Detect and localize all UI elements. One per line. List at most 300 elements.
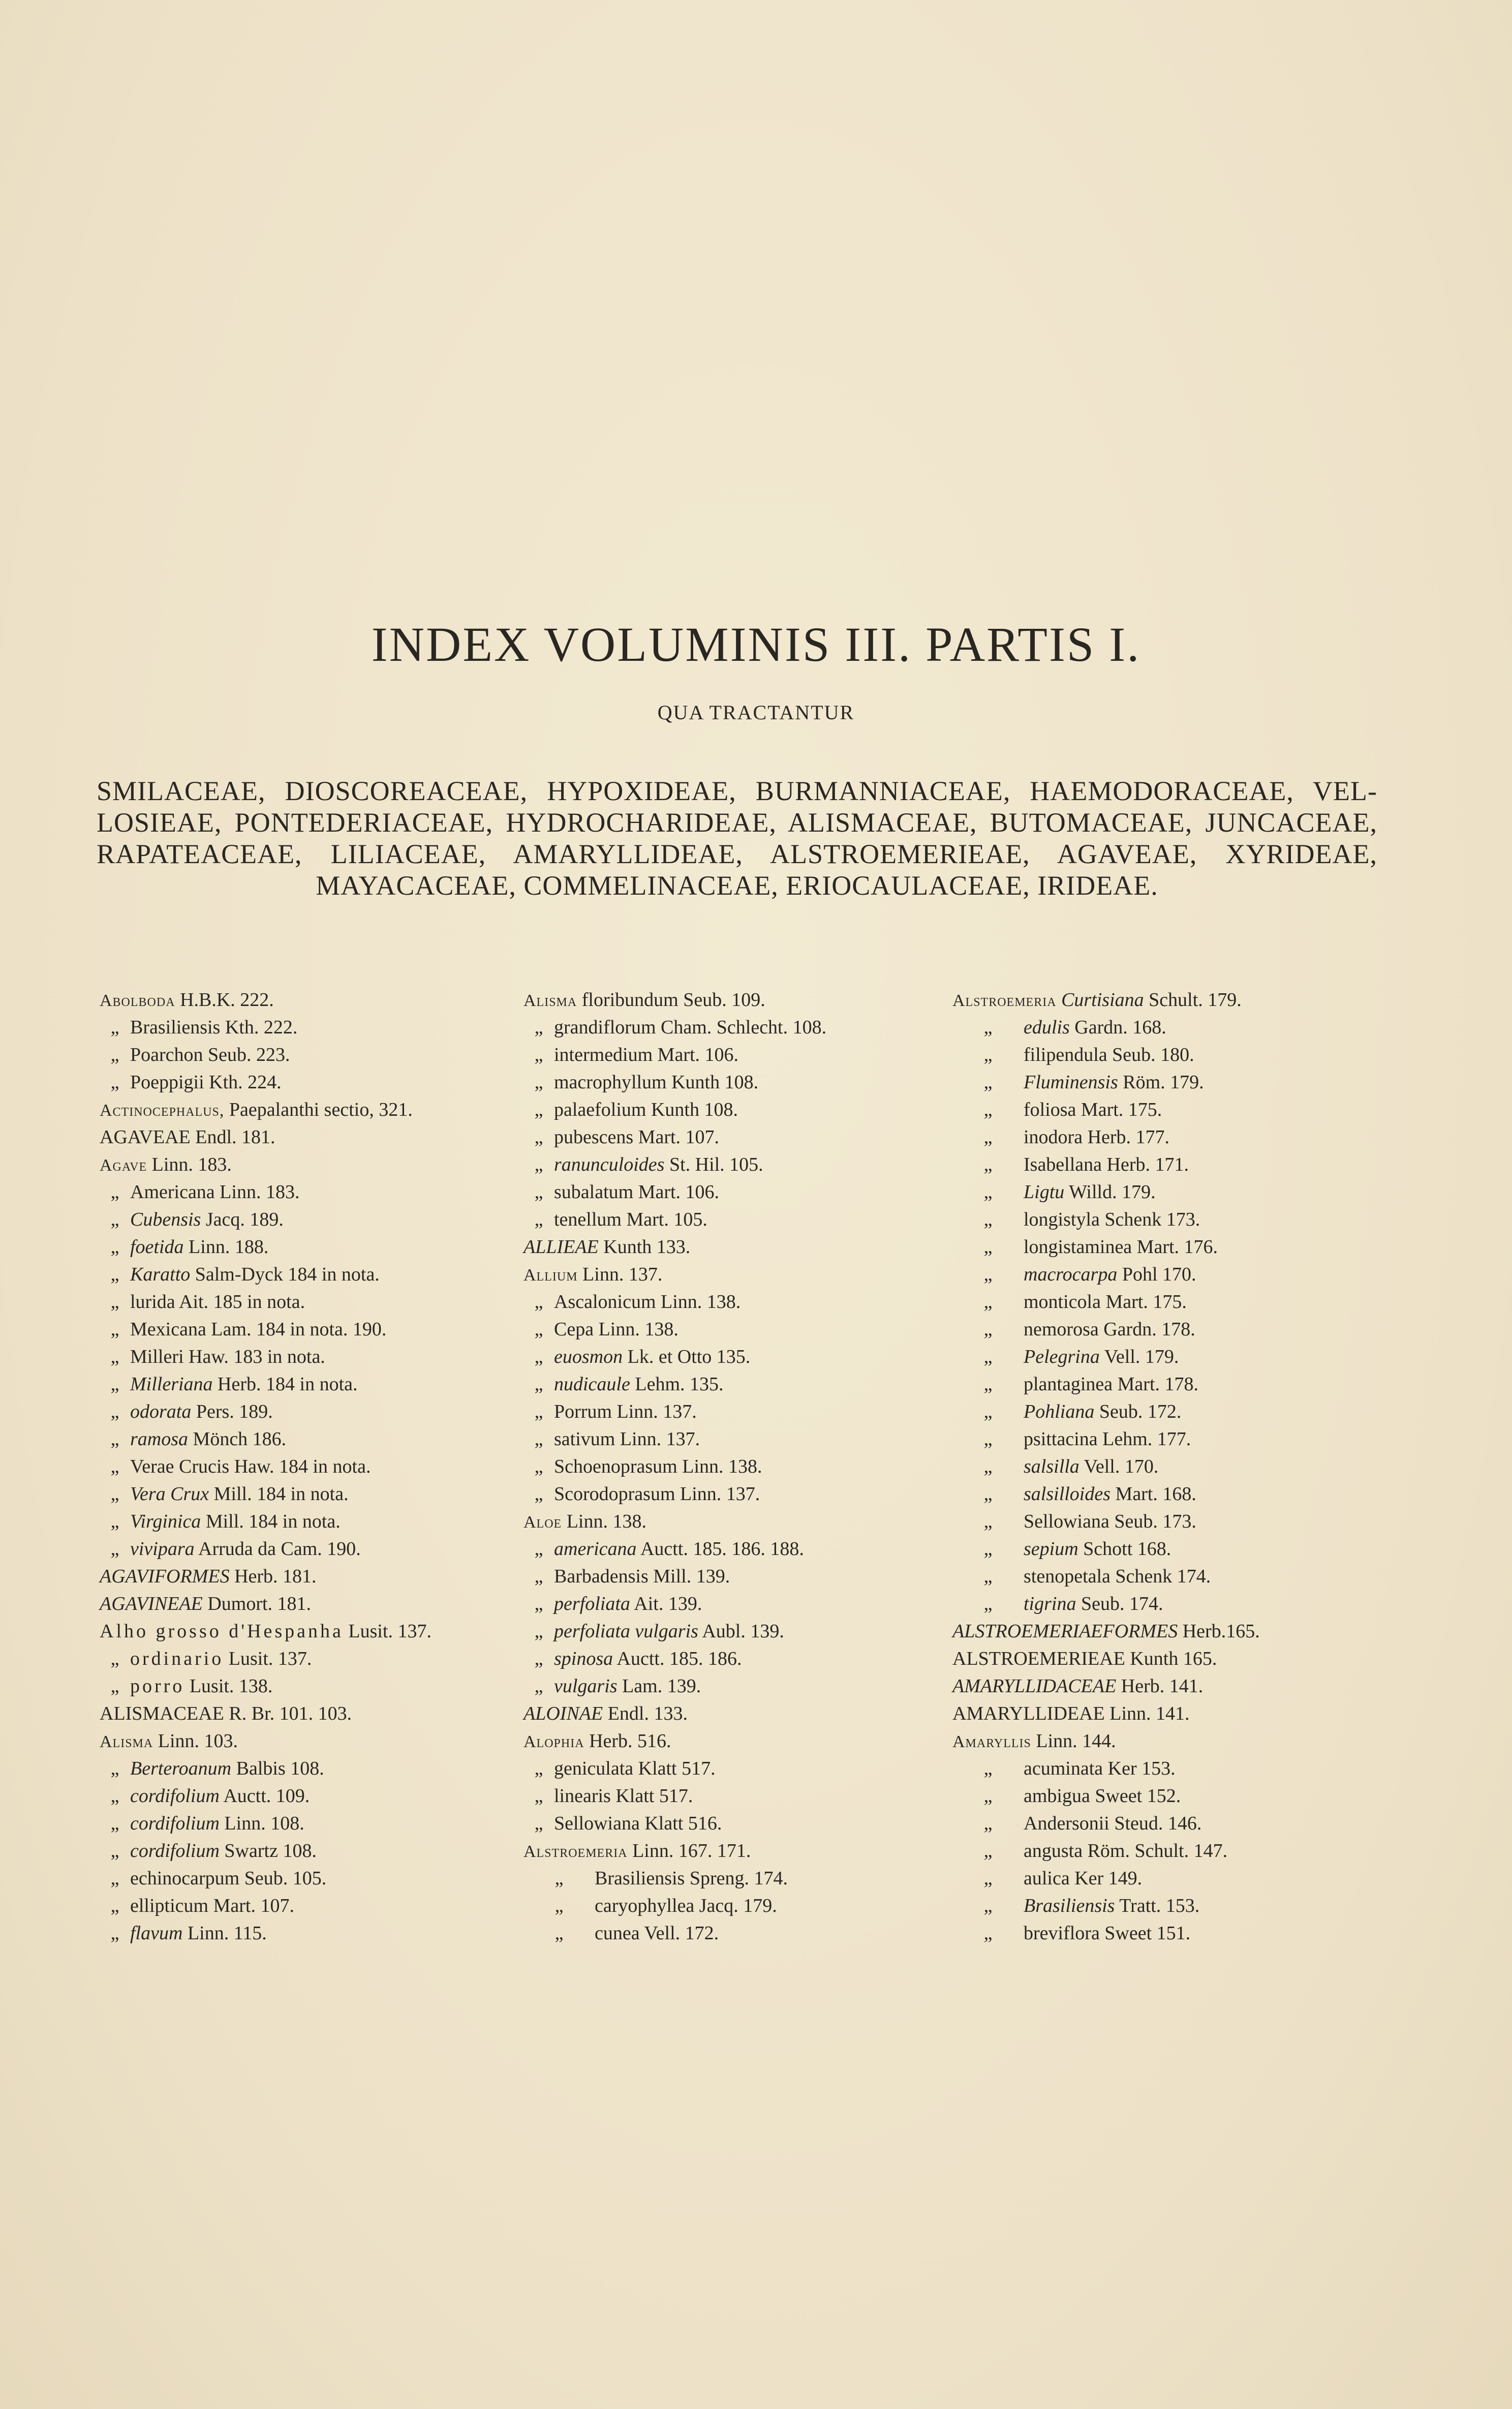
index-entry (100, 1425, 521, 1453)
index-entry (100, 1178, 521, 1206)
index-entry (523, 1645, 945, 1672)
entry-reference: Sellowiana Seub. 173. (1024, 1511, 1196, 1532)
index-entry (952, 1508, 1374, 1535)
ditto-mark: „ (983, 1868, 993, 1889)
ditto-mark: „ (110, 1236, 119, 1258)
ditto-mark: „ (534, 1319, 543, 1340)
genus-name: Agave (100, 1156, 147, 1175)
index-entry (952, 1425, 1374, 1453)
index-entry (100, 1480, 521, 1508)
ditto-mark: „ (534, 1621, 543, 1642)
index-entry (952, 1123, 1374, 1151)
ditto-mark: „ (534, 1291, 543, 1313)
index-entry (952, 1398, 1374, 1425)
ditto-mark: „ (534, 1483, 543, 1505)
entry-reference: Scorodoprasum Linn. 137. (554, 1483, 760, 1505)
synonym-name: Ligtu (1024, 1181, 1065, 1203)
index-entry (523, 1096, 945, 1123)
index-entry (523, 1892, 945, 1919)
page-subtitle: QUA TRACTANTUR (657, 701, 855, 724)
ditto-mark: „ (534, 1648, 543, 1669)
ditto-mark: „ (983, 1538, 993, 1560)
genus-name: Abolboda (100, 991, 175, 1010)
index-entry (952, 1618, 1374, 1645)
index-entry (952, 1755, 1374, 1782)
ditto-mark: „ (983, 1291, 993, 1313)
index-entry (100, 1837, 521, 1865)
index-entry (523, 1261, 945, 1288)
entry-reference: plantaginea Mart. 178. (1024, 1374, 1199, 1395)
index-entry (523, 1535, 945, 1563)
entry-reference: Röm. 179. (1123, 1072, 1204, 1093)
ditto-mark: „ (554, 1868, 564, 1889)
synonym-name: macrocarpa (1024, 1264, 1118, 1285)
ditto-mark: „ (110, 1895, 119, 1916)
entry-reference: Swartz 108. (224, 1840, 317, 1862)
index-entry (100, 1919, 521, 1947)
ditto-mark: „ (983, 1483, 993, 1505)
synonym-name: edulis (1024, 1017, 1070, 1038)
ditto-mark: „ (534, 1072, 543, 1093)
synonym-name: Brasiliensis (1024, 1895, 1115, 1916)
index-entry (952, 1810, 1374, 1837)
ditto-mark: „ (983, 1126, 993, 1148)
index-entry (100, 1535, 521, 1563)
ditto-mark: „ (534, 1044, 543, 1065)
ditto-mark: „ (983, 1319, 993, 1340)
entry-reference: Herb. 516. (589, 1730, 671, 1752)
entry-reference: ambigua Sweet 152. (1024, 1785, 1181, 1807)
entry-reference: breviflora Sweet 151. (1024, 1923, 1191, 1944)
synonym-name: ramosa (130, 1428, 189, 1450)
index-entry (100, 1206, 521, 1233)
entry-reference: subalatum Mart. 106. (554, 1181, 720, 1203)
index-entry (523, 1316, 945, 1343)
synonym-name: AMARYLLIDACEAE (952, 1675, 1117, 1697)
index-entry (523, 986, 945, 1014)
entry-reference: stenopetala Schenk 174. (1024, 1566, 1211, 1587)
entry-reference: Mill. 184 in nota. (205, 1511, 341, 1532)
ditto-mark: „ (534, 1017, 543, 1038)
entry-reference: Vell. 179. (1104, 1346, 1179, 1367)
index-entry (523, 1919, 945, 1947)
index-entry (523, 1370, 945, 1398)
synonym-name: ALLIEAE (523, 1236, 599, 1258)
genus-name: Alophia (523, 1732, 584, 1751)
index-entry (100, 1782, 521, 1810)
index-entry (952, 1261, 1374, 1288)
synonym-name: salsilla (1024, 1456, 1079, 1477)
index-entry (100, 1316, 521, 1343)
ditto-mark: „ (534, 1374, 543, 1395)
index-entry (952, 1480, 1374, 1508)
entry-reference: macrophyllum Kunth 108. (554, 1072, 759, 1093)
ditto-mark: „ (534, 1346, 543, 1367)
genus-name: Actinocephalus, (100, 1101, 225, 1120)
index-entry (952, 1233, 1374, 1261)
ditto-mark: „ (983, 1154, 993, 1175)
entry-reference: Schott 168. (1083, 1538, 1171, 1560)
entry-reference: linearis Klatt 517. (554, 1785, 693, 1807)
entry-reference: Ait. 139. (634, 1593, 702, 1614)
entry-reference: Sellowiana Klatt 516. (554, 1813, 722, 1834)
index-entry (523, 1480, 945, 1508)
synonym-name: flavum (130, 1923, 183, 1944)
entry-reference: Poeppigii Kth. 224. (130, 1072, 282, 1093)
index-entry (523, 1206, 945, 1233)
ditto-mark: „ (110, 1374, 119, 1395)
entry-reference: Lusit. 137. (348, 1621, 432, 1642)
ditto-mark: „ (983, 1511, 993, 1532)
entry-reference: lurida Ait. 185 in nota. (130, 1291, 305, 1313)
index-entry (523, 1425, 945, 1453)
ditto-mark: „ (983, 1428, 993, 1450)
synonym-name: Virginica (130, 1511, 201, 1532)
index-entry (100, 1370, 521, 1398)
entry-reference: Endl. 133. (607, 1703, 688, 1724)
index-entry (523, 1672, 945, 1700)
index-entry (952, 1151, 1374, 1178)
synonym-name: euosmon (554, 1346, 623, 1367)
entry-reference: monticola Mart. 175. (1024, 1291, 1187, 1313)
vernacular-name: ordinario (130, 1648, 224, 1669)
ditto-mark: „ (110, 1428, 119, 1450)
ditto-mark: „ (110, 1868, 119, 1889)
synonym-name: Fluminensis (1024, 1072, 1118, 1093)
entry-reference: Mart. 168. (1115, 1483, 1196, 1505)
ditto-mark: „ (983, 1209, 993, 1230)
ditto-mark: „ (983, 1895, 993, 1916)
entry-reference: Brasiliensis Kth. 222. (130, 1017, 298, 1038)
ditto-mark: „ (110, 1072, 119, 1093)
synonym-name: nudicaule (554, 1374, 630, 1395)
index-entry (100, 1096, 521, 1123)
families-line: LOSIEAE, PONTEDERIACEAE, HYDROCHARIDEAE, ALISMACEAE, BUTOMACEAE, JUNCACEAE, (97, 807, 1377, 838)
ditto-mark: „ (110, 1319, 119, 1340)
entry-reference: inodora Herb. 177. (1024, 1126, 1170, 1148)
entry-reference: grandiflorum Cham. Schlecht. 108. (554, 1017, 827, 1038)
ditto-mark: „ (534, 1538, 543, 1560)
entry-reference: Salm-Dyck 184 in nota. (195, 1264, 380, 1285)
index-entry (100, 1508, 521, 1535)
index-entry (523, 1810, 945, 1837)
ditto-mark: „ (983, 1840, 993, 1862)
synonym-name: Vera Crux (130, 1483, 209, 1505)
index-entry (100, 1151, 521, 1178)
index-entry (100, 1288, 521, 1316)
index-entry (100, 1014, 521, 1041)
entry-reference: Ascalonicum Linn. 138. (554, 1291, 741, 1313)
index-entry (952, 1590, 1374, 1618)
index-entry (523, 1563, 945, 1590)
index-entry (952, 1727, 1374, 1755)
families-line: SMILACEAE, DIOSCOREACEAE, HYPOXIDEAE, BURMANNIACEAE, HAEMODORACEAE, VEL- (97, 776, 1377, 806)
index-entry (100, 1645, 521, 1672)
index-entry (952, 1069, 1374, 1096)
families-line: MAYACACEAE, COMMELINACEAE, ERIOCAULACEAE, IRIDEAE. (316, 870, 1158, 901)
ditto-mark: „ (983, 1456, 993, 1477)
ditto-mark: „ (110, 1840, 119, 1862)
synonym-name: cordifolium (130, 1813, 220, 1834)
genus-name: Alstroemeria (952, 991, 1057, 1010)
ditto-mark: „ (110, 1044, 119, 1065)
synonym-name: Curtisiana (1061, 989, 1144, 1011)
entry-reference: psittacina Lehm. 177. (1024, 1428, 1191, 1450)
synonym-name: ranunculoides (554, 1154, 665, 1175)
synonym-name: tigrina (1024, 1593, 1076, 1614)
index-entry (100, 1727, 521, 1755)
index-entry (100, 1810, 521, 1837)
entry-reference: Linn. 103. (158, 1730, 238, 1752)
index-entry (952, 1316, 1374, 1343)
index-column-1 (100, 986, 521, 1947)
index-entry (100, 1398, 521, 1425)
ditto-mark: „ (983, 1017, 993, 1038)
entry-reference: Lehm. 135. (635, 1374, 724, 1395)
entry-reference: Herb. 184 in nota. (218, 1374, 358, 1395)
entry-reference: Kunth 133. (603, 1236, 691, 1258)
ditto-mark: „ (983, 1923, 993, 1944)
entry-reference: Barbadensis Mill. 139. (554, 1566, 730, 1587)
page-title: INDEX VOLUMINIS III. PARTIS I. (371, 617, 1141, 672)
entry-text: ALSTROEMERIEAE Kunth 165. (952, 1648, 1217, 1669)
genus-name: Amaryllis (952, 1732, 1031, 1751)
index-entry (952, 1865, 1374, 1892)
index-entry (523, 1453, 945, 1480)
ditto-mark: „ (983, 1264, 993, 1285)
entry-reference: Dumort. 181. (207, 1593, 312, 1614)
entry-reference: sativum Linn. 137. (554, 1428, 700, 1450)
ditto-mark: „ (534, 1758, 543, 1779)
ditto-mark: „ (110, 1181, 119, 1203)
entry-reference: pubescens Mart. 107. (554, 1126, 720, 1148)
entry-reference: Arruda da Cam. 190. (198, 1538, 361, 1560)
ditto-mark: „ (110, 1813, 119, 1834)
index-entry (952, 1892, 1374, 1919)
index-entry (523, 1782, 945, 1810)
ditto-mark: „ (534, 1593, 543, 1614)
index-entry (100, 1233, 521, 1261)
entry-reference: Poarchon Seub. 223. (130, 1044, 290, 1065)
entry-reference: echinocarpum Seub. 105. (130, 1868, 327, 1889)
entry-reference: Milleri Haw. 183 in nota. (130, 1346, 325, 1367)
ditto-mark: „ (534, 1126, 543, 1148)
ditto-mark: „ (110, 1923, 119, 1944)
ditto-mark: „ (534, 1785, 543, 1807)
ditto-mark: „ (534, 1456, 543, 1477)
ditto-mark: „ (983, 1813, 993, 1834)
entry-reference: Auctt. 109. (223, 1785, 310, 1807)
entry-reference: Tratt. 153. (1119, 1895, 1200, 1916)
index-entry (952, 1563, 1374, 1590)
index-entry (952, 1535, 1374, 1563)
index-entry (952, 1206, 1374, 1233)
entry-reference: Aubl. 139. (702, 1621, 784, 1642)
entry-reference: Schoenoprasum Linn. 138. (554, 1456, 762, 1477)
index-entry (100, 1453, 521, 1480)
entry-reference: angusta Röm. Schult. 147. (1024, 1840, 1228, 1862)
ditto-mark: „ (983, 1401, 993, 1422)
index-entry (100, 1041, 521, 1069)
synonym-name: americana (554, 1538, 637, 1560)
synonym-name: odorata (130, 1401, 192, 1422)
entry-reference: Lk. et Otto 135. (627, 1346, 751, 1367)
entry-reference: Isabellana Herb. 171. (1024, 1154, 1189, 1175)
families-list (97, 775, 1377, 901)
entry-reference: Linn. 183. (151, 1154, 232, 1175)
synonym-name: vulgaris (554, 1675, 618, 1697)
ditto-mark: „ (110, 1785, 119, 1807)
index-entry (523, 1288, 945, 1316)
index-entry (523, 1178, 945, 1206)
entry-reference: foliosa Mart. 175. (1024, 1099, 1162, 1120)
synonym-name: AGAVIFORMES (100, 1566, 230, 1587)
synonym-name: Karatto (130, 1264, 191, 1285)
ditto-mark: „ (110, 1017, 119, 1038)
ditto-mark: „ (983, 1072, 993, 1093)
index-entry (100, 1590, 521, 1618)
index-entry (952, 1782, 1374, 1810)
entry-text: AMARYLLIDEAE Linn. 141. (952, 1703, 1190, 1724)
index-entry (952, 1343, 1374, 1370)
ditto-mark: „ (983, 1181, 993, 1203)
entry-reference: H.B.K. 222. (180, 989, 274, 1011)
index-entry (100, 1755, 521, 1782)
index-entry (952, 1645, 1374, 1672)
genus-name: Alstroemeria (523, 1842, 628, 1861)
ditto-mark: „ (534, 1099, 543, 1120)
entry-reference: Herb. 181. (234, 1566, 317, 1587)
ditto-mark: „ (110, 1291, 119, 1313)
families-line: RAPATEACEAE, LILIACEAE, AMARYLLIDEAE, ALSTROEMERIEAE, AGAVEAE, XYRIDEAE, (97, 839, 1377, 869)
synonym-name: Cubensis (130, 1209, 201, 1230)
entry-reference: ellipticum Mart. 107. (130, 1895, 294, 1916)
ditto-mark: „ (110, 1511, 119, 1532)
entry-reference: Linn. 115. (187, 1923, 267, 1944)
entry-reference: geniculata Klatt 517. (554, 1758, 716, 1779)
ditto-mark: „ (110, 1264, 119, 1285)
entry-reference: Porrum Linn. 137. (554, 1401, 697, 1422)
entry-reference: Verae Crucis Haw. 184 in nota. (130, 1456, 371, 1477)
entry-reference: Linn. 137. (582, 1264, 663, 1285)
index-entry (952, 1672, 1374, 1700)
entry-reference: Paepalanthi sectio, 321. (229, 1099, 413, 1120)
ditto-mark: „ (554, 1923, 564, 1944)
entry-reference: Linn. 138. (566, 1511, 646, 1532)
synonym-name: Milleriana (130, 1374, 213, 1395)
index-entry (523, 1727, 945, 1755)
entry-reference: Auctt. 185. 186. (616, 1648, 742, 1669)
index-entry (952, 1453, 1374, 1480)
ditto-mark: „ (110, 1456, 119, 1477)
entry-reference: Seub. 174. (1081, 1593, 1163, 1614)
genus-name: Allium (523, 1266, 578, 1285)
index-entry (100, 986, 521, 1014)
index-entry (952, 1178, 1374, 1206)
entry-reference: Mill. 184 in nota. (213, 1483, 349, 1505)
index-entry (952, 1370, 1374, 1398)
entry-reference: floribundum Seub. 109. (581, 989, 765, 1011)
index-entry (523, 1398, 945, 1425)
ditto-mark: „ (534, 1154, 543, 1175)
index-entry (100, 1261, 521, 1288)
entry-reference: Brasiliensis Spreng. 174. (595, 1868, 788, 1889)
index-entry (100, 1343, 521, 1370)
ditto-mark: „ (983, 1566, 993, 1587)
entry-reference: longistaminea Mart. 176. (1024, 1236, 1218, 1258)
genus-name: Aloe (523, 1513, 562, 1532)
index-entry (952, 1700, 1374, 1727)
synonym-name: cordifolium (130, 1840, 220, 1862)
synonym-name: Pohliana (1024, 1401, 1095, 1422)
entry-reference: longistyla Schenk 173. (1024, 1209, 1200, 1230)
index-entry (523, 1151, 945, 1178)
index-entry (523, 1755, 945, 1782)
entry-reference: Linn. 188. (189, 1236, 269, 1258)
index-entry (523, 1069, 945, 1096)
entry-reference: Linn. 144. (1036, 1730, 1116, 1752)
index-entry (523, 1700, 945, 1727)
ditto-mark: „ (534, 1428, 543, 1450)
index-entry (523, 1014, 945, 1041)
index-entry (100, 1892, 521, 1919)
genus-name: Alisma (523, 991, 577, 1010)
entry-reference: St. Hil. 105. (669, 1154, 763, 1175)
index-entry (523, 1123, 945, 1151)
ditto-mark: „ (110, 1538, 119, 1560)
entry-reference: Herb. 141. (1121, 1675, 1204, 1697)
ditto-mark: „ (983, 1346, 993, 1367)
ditto-mark: „ (110, 1675, 119, 1697)
index-entry (952, 986, 1374, 1014)
entry-reference: palaefolium Kunth 108. (554, 1099, 738, 1120)
entry-reference: Lam. 139. (622, 1675, 701, 1697)
index-entry (100, 1069, 521, 1096)
entry-reference: cunea Vell. 172. (595, 1923, 719, 1944)
entry-reference: Schult. 179. (1149, 989, 1242, 1011)
ditto-mark: „ (110, 1346, 119, 1367)
entry-reference: Linn. 108. (224, 1813, 304, 1834)
entry-reference: Willd. 179. (1069, 1181, 1156, 1203)
entry-reference: Pers. 189. (196, 1401, 273, 1422)
entry-reference: Cepa Linn. 138. (554, 1319, 678, 1340)
entry-reference: Mexicana Lam. 184 in nota. 190. (130, 1319, 387, 1340)
entry-reference: Linn. 167. 171. (632, 1840, 751, 1862)
entry-reference: Auctt. 185. 186. 188. (640, 1538, 804, 1560)
ditto-mark: „ (983, 1374, 993, 1395)
index-entry (523, 1508, 945, 1535)
entry-reference: Mönch 186. (193, 1428, 287, 1450)
synonym-name: cordifolium (130, 1785, 220, 1807)
ditto-mark: „ (110, 1483, 119, 1505)
entry-reference: Americana Linn. 183. (130, 1181, 300, 1203)
index-entry (100, 1123, 521, 1151)
entry-reference: filipendula Seub. 180. (1024, 1044, 1194, 1065)
entry-reference: caryophyllea Jacq. 179. (595, 1895, 777, 1916)
entry-reference: tenellum Mart. 105. (554, 1209, 707, 1230)
index-entry (100, 1865, 521, 1892)
ditto-mark: „ (983, 1785, 993, 1807)
entry-reference: Lusit. 138. (189, 1675, 273, 1697)
vernacular-name: porro (130, 1675, 185, 1697)
ditto-mark: „ (983, 1758, 993, 1779)
entry-reference: Pohl 170. (1122, 1264, 1196, 1285)
entry-reference: Gardn. 168. (1074, 1017, 1166, 1038)
ditto-mark: „ (534, 1401, 543, 1422)
index-entry (523, 1233, 945, 1261)
entry-reference: Herb.165. (1182, 1621, 1260, 1642)
synonym-name: ALSTROEMERIAEFORMES (952, 1621, 1178, 1642)
